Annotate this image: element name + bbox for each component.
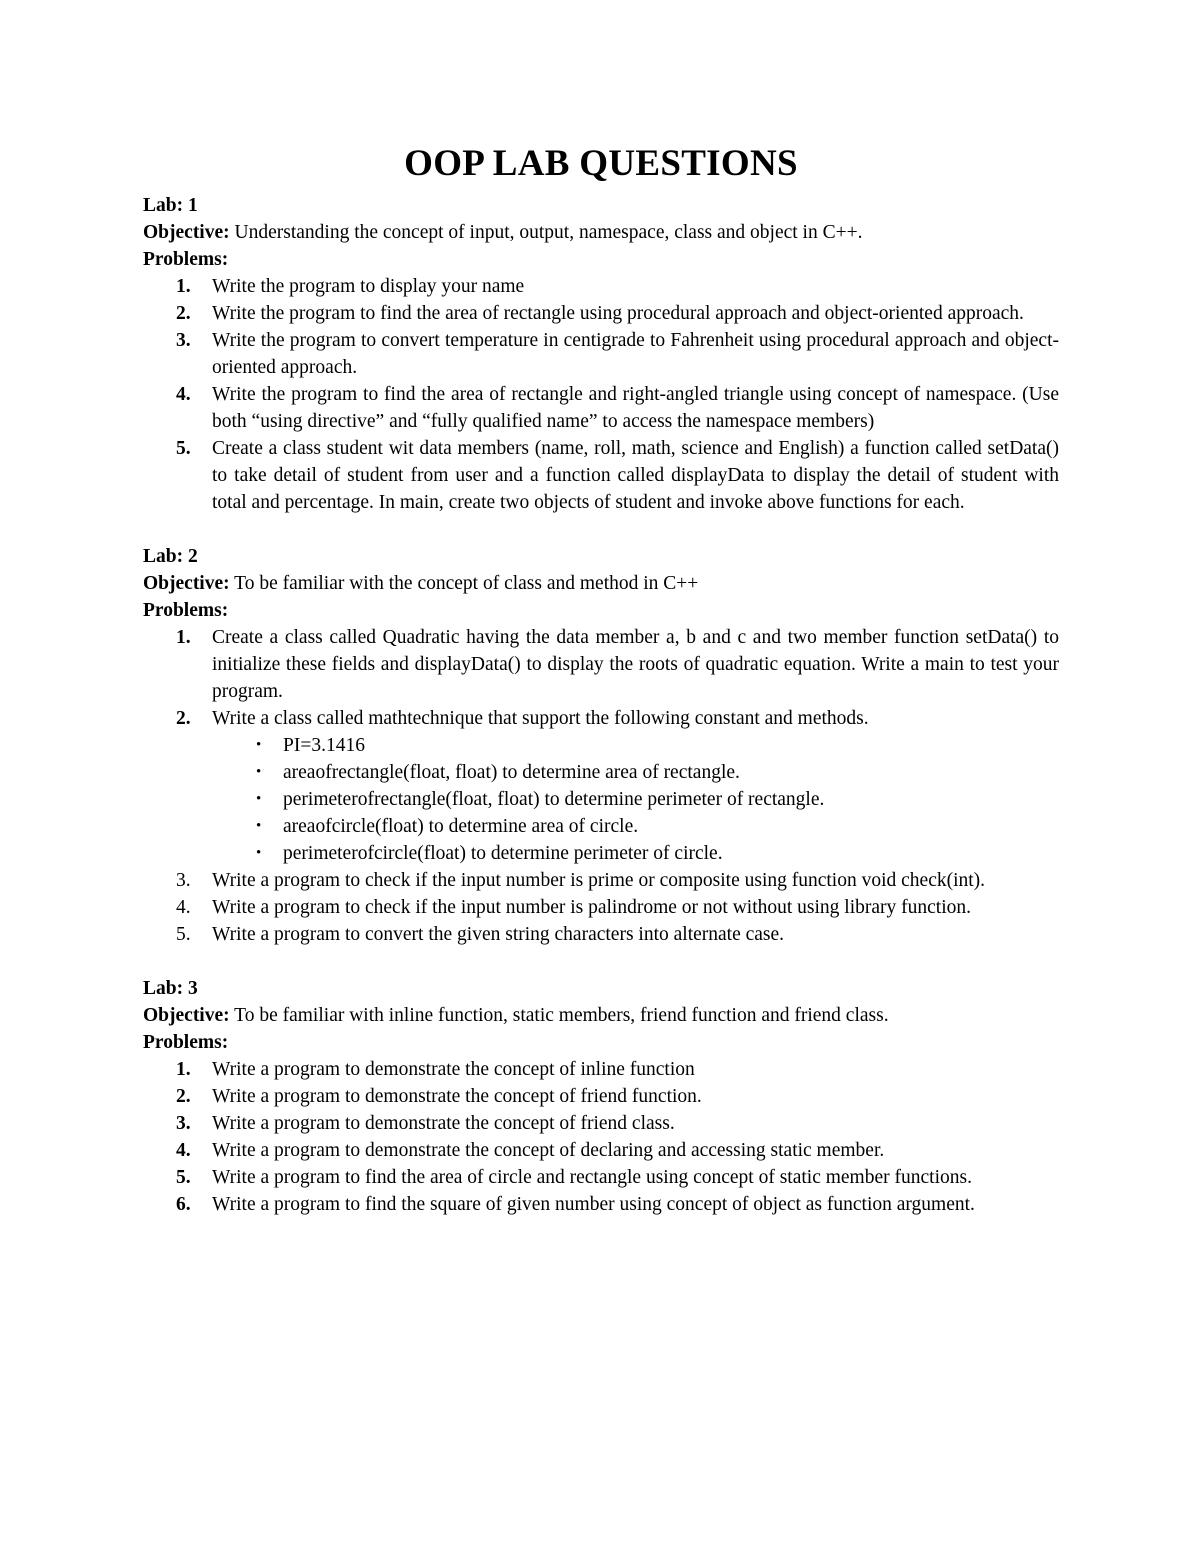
problem-item <box>143 273 1059 300</box>
problem-number: 4. <box>176 1140 191 1161</box>
lab-heading: Lab: 1 <box>143 195 198 216</box>
problem-number: 2. <box>176 708 191 729</box>
problem-number: 5. <box>176 924 191 945</box>
problem-text: Write a program to find the square of given number using concept of object as function argument. <box>212 1194 975 1215</box>
problem-item <box>143 1083 1059 1110</box>
lab-2-section <box>143 543 1059 948</box>
objective-label: Objective: <box>143 1005 230 1026</box>
problem-number: 4. <box>176 384 191 405</box>
problem-text: Write a program to demonstrate the concept of inline function <box>212 1059 695 1080</box>
problem-item <box>143 705 1059 867</box>
problem-text: Write a program to demonstrate the concept of friend class. <box>212 1113 675 1134</box>
problem-number: 5. <box>176 438 191 459</box>
problem-list <box>143 624 1059 948</box>
method-item <box>143 759 1059 786</box>
method-item <box>143 813 1059 840</box>
problem-item <box>143 435 1059 516</box>
problem-item <box>143 1164 1059 1191</box>
method-list <box>212 732 1059 867</box>
lab-heading: Lab: 2 <box>143 546 198 567</box>
lab-3-section <box>143 975 1059 1218</box>
objective-label: Objective: <box>143 222 230 243</box>
problem-number: 5. <box>176 1167 191 1188</box>
problem-number: 3. <box>176 870 191 891</box>
problem-item <box>143 1137 1059 1164</box>
problem-item <box>143 381 1059 435</box>
objective-text: Understanding the concept of input, output, namespace, class and object in C++. <box>229 222 863 243</box>
problem-text: Write a program to demonstrate the concept of declaring and accessing static member. <box>212 1140 885 1161</box>
problem-number: 1. <box>176 276 191 297</box>
objective-text: To be familiar with the concept of class and method in C++ <box>229 573 699 594</box>
bullet-icon: • <box>256 791 262 807</box>
problem-list <box>143 273 1059 516</box>
problem-number: 1. <box>176 627 191 648</box>
problem-number: 4. <box>176 897 191 918</box>
page-title: OOP LAB QUESTIONS <box>404 143 798 184</box>
problem-list <box>143 1056 1059 1218</box>
objective-text: To be familiar with inline function, static members, friend function and friend class. <box>229 1005 889 1026</box>
problem-item <box>143 1056 1059 1083</box>
problem-text: Write a program to check if the input number is prime or composite using function void check(int). <box>212 870 986 891</box>
bullet-icon: • <box>256 764 262 780</box>
bullet-icon: • <box>256 737 262 753</box>
document-page <box>143 140 1059 1218</box>
lab-1-section <box>143 192 1059 516</box>
method-text: areaofcircle(float) to determine area of circle. <box>283 816 639 837</box>
problem-item <box>143 867 1059 894</box>
problem-item <box>143 921 1059 948</box>
problem-number: 3. <box>176 330 191 351</box>
problems-label: Problems: <box>143 249 229 270</box>
lab-heading: Lab: 3 <box>143 978 198 999</box>
method-text: perimeterofcircle(float) to determine perimeter of circle. <box>283 843 723 864</box>
problem-text: Write a program to convert the given string characters into alternate case. <box>212 924 785 945</box>
bullet-icon: • <box>256 818 262 834</box>
problem-text: Write a class called mathtechnique that support the following constant and methods. <box>212 708 869 729</box>
problem-number: 2. <box>176 1086 191 1107</box>
problem-number: 1. <box>176 1059 191 1080</box>
problem-item <box>143 1191 1059 1218</box>
problem-text: Create a class student wit data members (name, roll, math, science and English) a function called setData() to take detail of student from user and a function called displayData to display the detail of student with total and percentage. In main, create two objects of student and invoke above functions for each. <box>212 438 1059 513</box>
problem-item <box>143 894 1059 921</box>
problem-text: Write the program to find the area of rectangle using procedural approach and object-oriented approach. <box>212 303 1024 324</box>
objective-label: Objective: <box>143 573 230 594</box>
problems-label: Problems: <box>143 1032 229 1053</box>
lab-objective <box>143 1002 1059 1029</box>
problem-text: Write the program to display your name <box>212 276 525 297</box>
problem-item <box>143 300 1059 327</box>
method-item <box>143 786 1059 813</box>
problems-label: Problems: <box>143 600 229 621</box>
problem-item <box>143 624 1059 705</box>
problem-text: Write the program to find the area of rectangle and right-angled triangle using concept of namespace. (Use both “using directive” and “fully qualified name” to access the namespace members) <box>212 384 1059 432</box>
method-text: areaofrectangle(float, float) to determine area of rectangle. <box>283 762 740 783</box>
method-item <box>143 732 1059 759</box>
problem-item <box>143 327 1059 381</box>
problem-text: Create a class called Quadratic having the data member a, b and c and two member function setData() to initialize these fields and displayData() to display the roots of quadratic equation. Write a main to test your program. <box>212 627 1059 702</box>
problem-text: Write a program to find the area of circle and rectangle using concept of static member functions. <box>212 1167 972 1188</box>
lab-objective <box>143 219 1059 246</box>
lab-objective <box>143 570 1059 597</box>
method-text: perimeterofrectangle(float, float) to determine perimeter of rectangle. <box>283 789 825 810</box>
problem-number: 3. <box>176 1113 191 1134</box>
problem-number: 6. <box>176 1194 191 1215</box>
problem-text: Write the program to convert temperature in centigrade to Fahrenheit using procedural approach and object-oriented approach. <box>212 330 1059 378</box>
problem-text: Write a program to demonstrate the concept of friend function. <box>212 1086 702 1107</box>
method-text: PI=3.1416 <box>283 735 365 756</box>
method-item <box>143 840 1059 867</box>
bullet-icon: • <box>256 845 262 861</box>
problem-number: 2. <box>176 303 191 324</box>
problem-item <box>143 1110 1059 1137</box>
problem-text: Write a program to check if the input number is palindrome or not without using library function. <box>212 897 971 918</box>
